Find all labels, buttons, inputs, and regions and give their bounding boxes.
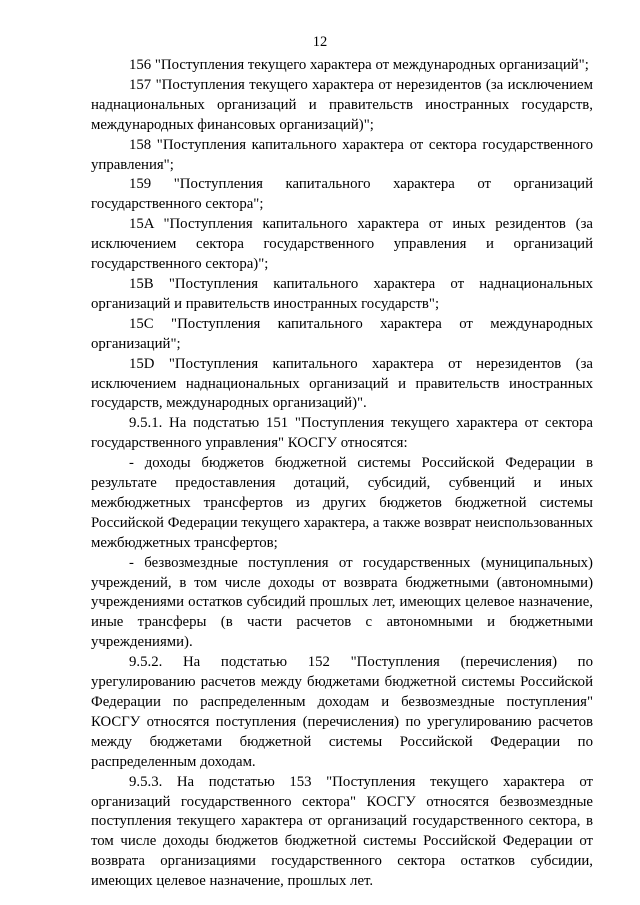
paragraph-159: 159 "Поступления капитального характера от организаций государственного сектора"; [91, 176, 593, 213]
paragraph-9-5-2: 9.5.2. На подстатью 152 "Поступления (перечисления) по урегулированию расчетов между бюджетами бюджетной системы Российской Федерации по распределенным доходам и безвозмездные поступления" КОСГУ относятся поступления (перечисления) по урегулированию расчетов между бюджетами бюджетной системы Российской Федерации по распределенным доходам. [91, 654, 593, 770]
paragraph-156: 156 "Поступления текущего характера от международных организаций"; [129, 57, 589, 73]
document-body [91, 56, 593, 892]
paragraph-15a: 15A "Поступления капитального характера от иных резидентов (за исключением сектора государственного управления и организаций государственного сектора)"; [91, 216, 593, 273]
paragraph-15d: 15D "Поступления капитального характера от нерезидентов (за исключением наднациональных организаций и правительств иностранных государств, международных организаций)". [91, 355, 593, 412]
paragraph-9-5-1-item-1: - доходы бюджетов бюджетной системы Российской Федерации в результате предоставления дотаций, субсидий, субвенций и иных межбюджетных трансфертов из других бюджетов бюджетной системы Российской Федерации текущего характера, а также возврат неиспользованных межбюджетных трансфертов; [91, 455, 593, 551]
paragraph-9-5-1: 9.5.1. На подстатью 151 "Поступления текущего характера от сектора государственного управления" КОСГУ относятся: [91, 415, 593, 452]
page-number: 12 [312, 34, 328, 50]
paragraph-157: 157 "Поступления текущего характера от нерезидентов (за исключением наднациональных организаций и правительств иностранных государств, международных финансовых организаций)"; [91, 76, 593, 133]
paragraph-15c: 15C "Поступления капитального характера от международных организаций"; [91, 315, 593, 352]
paragraph-9-5-1-item-2: - безвозмездные поступления от государственных (муниципальных) учреждений, в том числе доходы от возврата бюджетными (автономными) учреждениями остатков субсидий прошлых лет, имеющих целевое назначение, иные трансферы (в части расчетов с автономными и бюджетными учреждениями). [91, 554, 593, 651]
paragraph-9-5-3: 9.5.3. На подстатью 153 "Поступления текущего характера от организаций государственного сектора" КОСГУ относятся безвозмездные поступления текущего характера от организаций государственного сектора, в том числе доходы бюджетов бюджетной системы Российской Федерации от возврата организациями государственного сектора остатков субсидии, имеющих целевое назначение, прошлых лет. [91, 773, 593, 890]
paragraph-15b: 15B "Поступления капитального характера от наднациональных организаций и правительств иностранных государств"; [91, 275, 593, 312]
paragraph-158: 158 "Поступления капитального характера от сектора государственного управления"; [91, 136, 593, 173]
